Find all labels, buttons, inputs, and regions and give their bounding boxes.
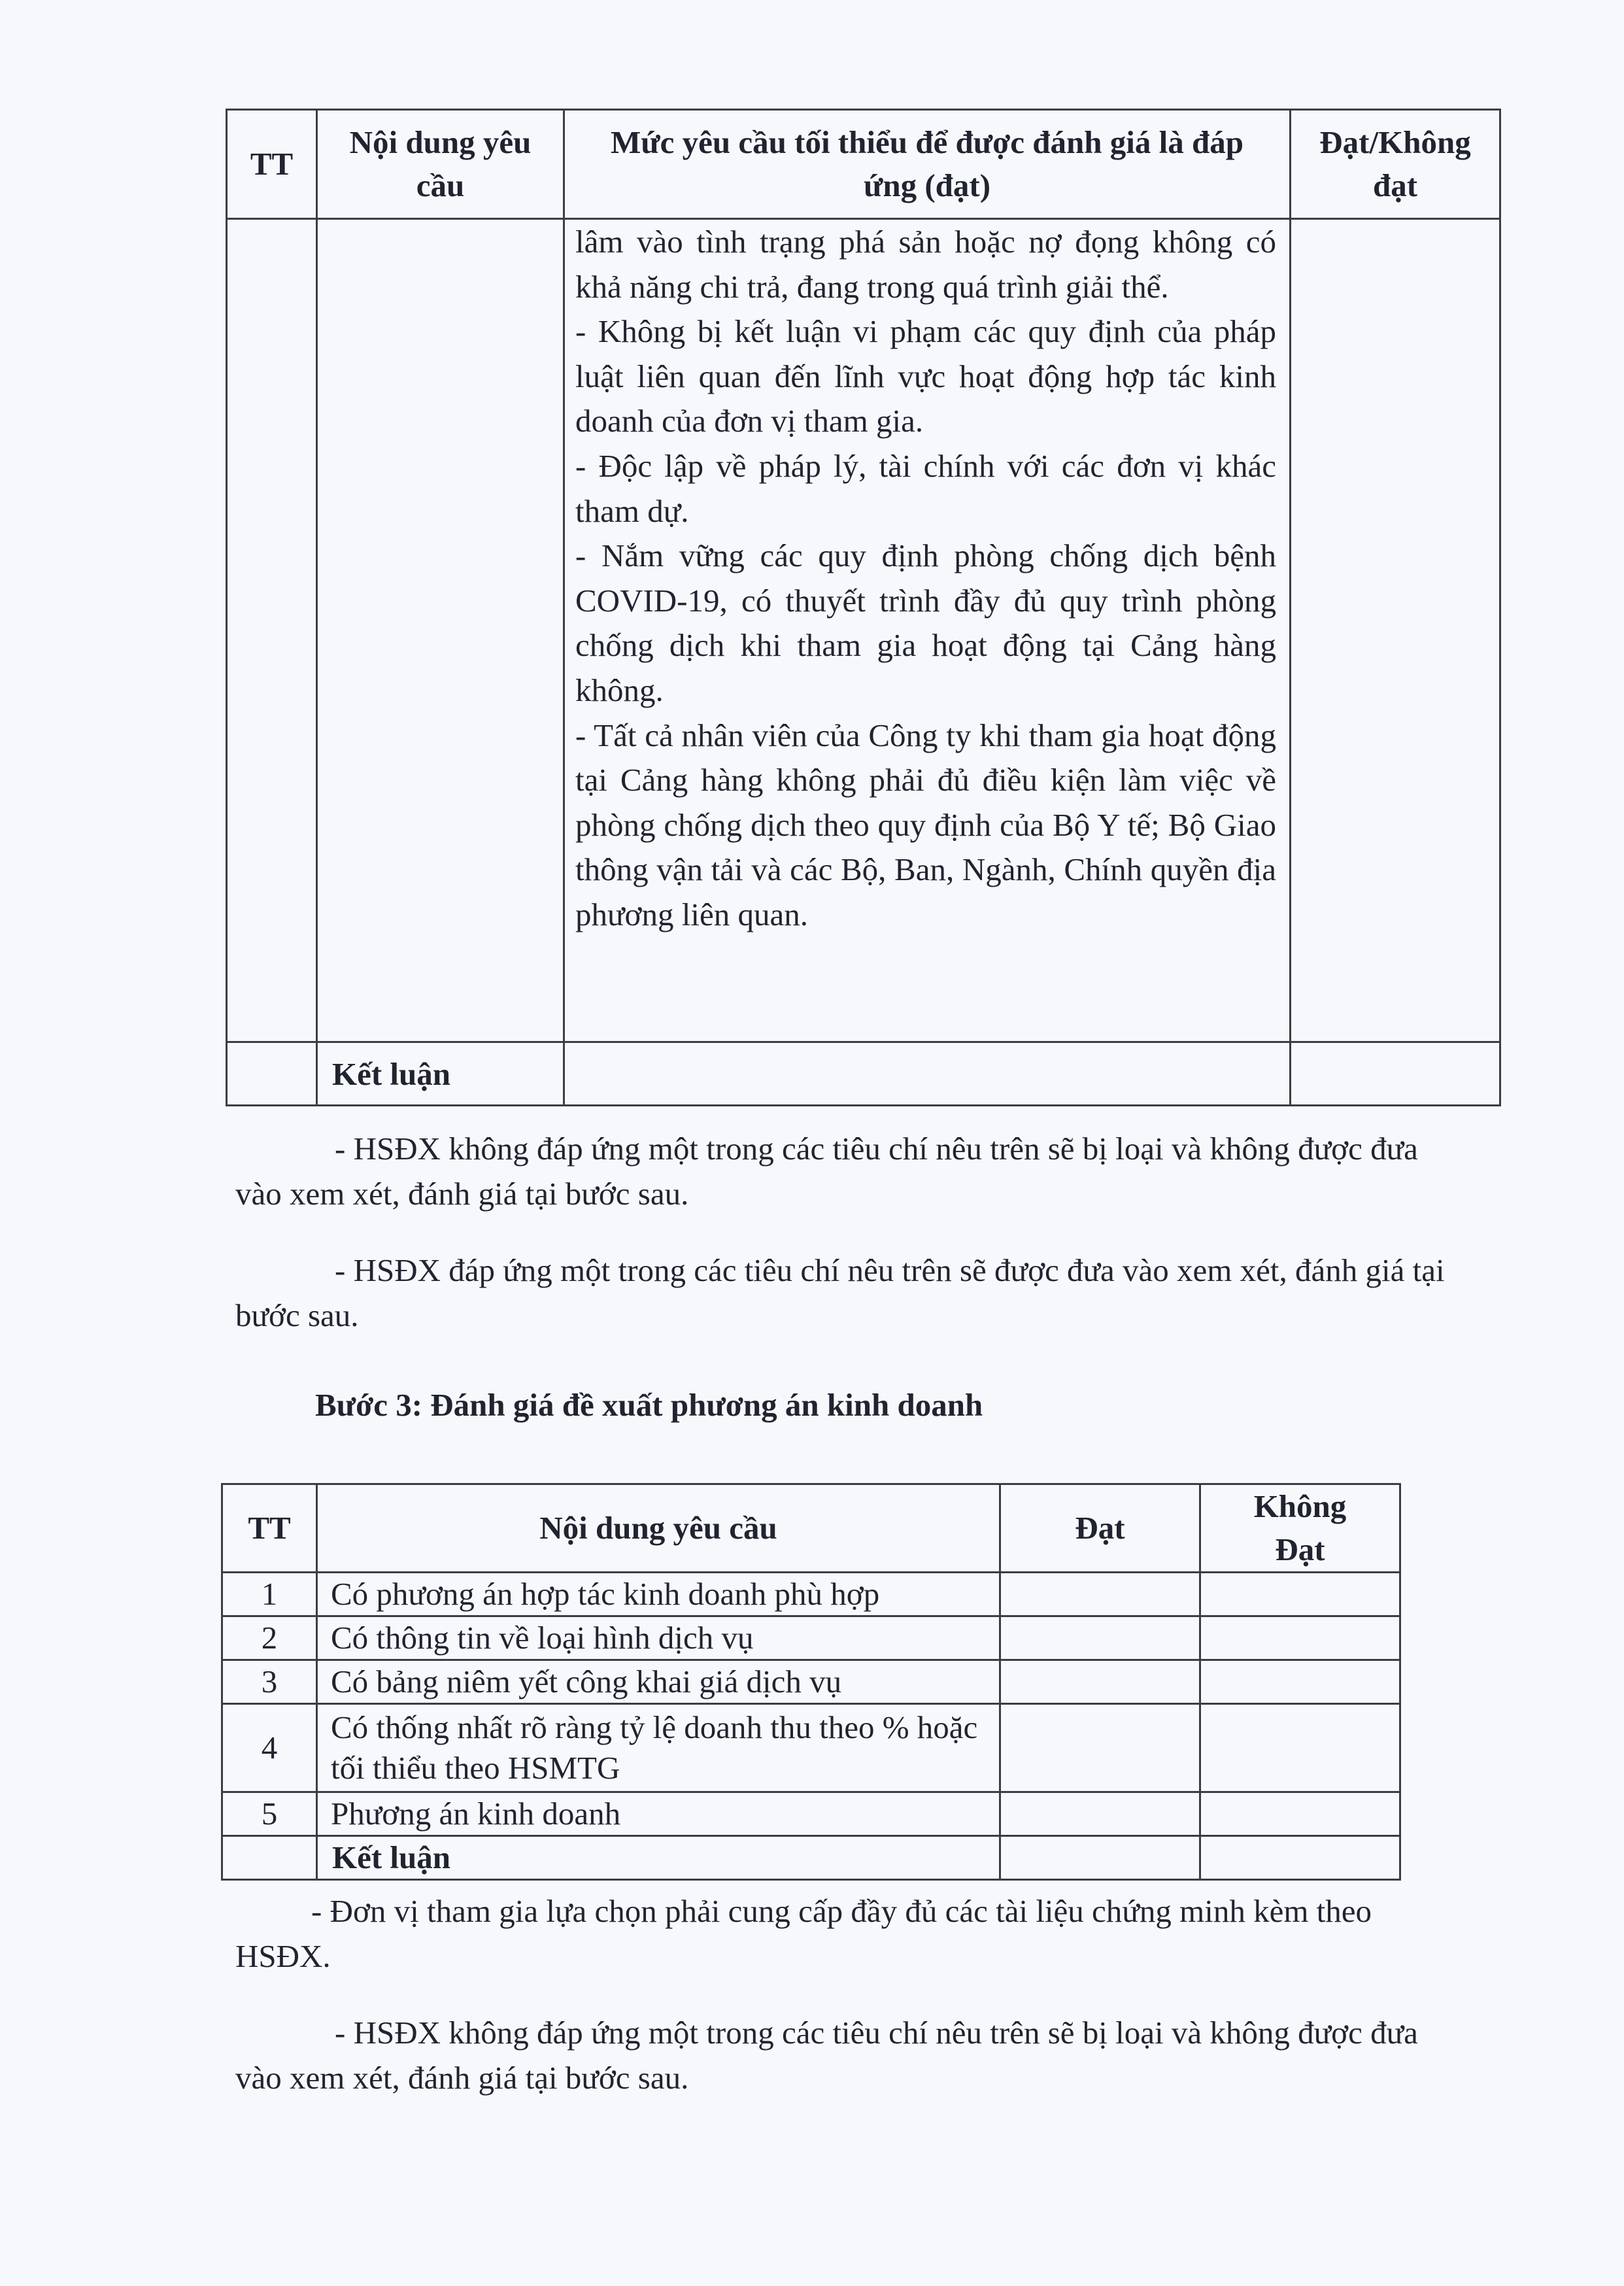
row-number: 3 bbox=[222, 1660, 317, 1704]
table-row bbox=[222, 1573, 1400, 1616]
row-number bbox=[222, 1836, 317, 1880]
requirement-paragraph: lâm vào tình trạng phá sản hoặc nợ đọng không có khả năng chi trả, đang trong quá trình giải thể. bbox=[575, 224, 1276, 305]
cell-result bbox=[1291, 219, 1500, 1042]
row-fail bbox=[1200, 1616, 1400, 1660]
cell-requirement bbox=[564, 1042, 1291, 1106]
row-fail bbox=[1200, 1573, 1400, 1616]
conclusion-row bbox=[227, 1042, 1500, 1106]
row-pass bbox=[1000, 1660, 1200, 1704]
requirement-paragraph: - Độc lập về pháp lý, tài chính với các đơn vị khác tham dự. bbox=[575, 447, 1276, 529]
row-number: 4 bbox=[222, 1704, 317, 1792]
row-content: Có thống nhất rõ ràng tỷ lệ doanh thu theo % hoặc tối thiểu theo HSMTG bbox=[317, 1704, 1000, 1792]
requirement-paragraph: - Tất cả nhân viên của Công ty khi tham gia hoạt động tại Cảng hàng không phải đủ điều kiện làm việc về phòng chống dịch theo quy định của Bộ Y tế; Bộ Giao thông vận tải và các Bộ, Ban, Ngành, Chính quyền địa phương liên quan. bbox=[575, 717, 1276, 932]
table-row bbox=[222, 1660, 1400, 1704]
row-pass bbox=[1000, 1792, 1200, 1836]
conclusion-label: Kết luận bbox=[317, 1042, 564, 1106]
table-row bbox=[222, 1792, 1400, 1836]
body-paragraph: - HSĐX không đáp ứng một trong các tiêu chí nêu trên sẽ bị loại và không được đưa vào xem xét, đánh giá tại bước sau. bbox=[235, 1131, 1418, 1212]
cell-content bbox=[317, 219, 564, 1042]
conclusion-row bbox=[222, 1836, 1400, 1880]
header-pass: Đạt bbox=[1000, 1484, 1200, 1573]
header-tt: TT bbox=[222, 1484, 317, 1573]
row-pass bbox=[1000, 1836, 1200, 1880]
row-pass bbox=[1000, 1573, 1200, 1616]
table-header-row bbox=[222, 1484, 1400, 1573]
header-requirement: Mức yêu cầu tối thiểu để được đánh giá là đáp ứng (đạt) bbox=[564, 110, 1291, 219]
business-plan-table bbox=[221, 1483, 1401, 1881]
requirement-paragraph: - Không bị kết luận vi phạm các quy định của pháp luật liên quan đến lĩnh vực hoạt động hợp tác kinh doanh của đơn vị tham gia. bbox=[575, 313, 1276, 439]
row-pass bbox=[1000, 1704, 1200, 1792]
row-pass bbox=[1000, 1616, 1200, 1660]
table-row bbox=[222, 1616, 1400, 1660]
row-fail bbox=[1200, 1660, 1400, 1704]
row-fail bbox=[1200, 1792, 1400, 1836]
table-header-row bbox=[227, 110, 1500, 219]
body-paragraph: - HSĐX không đáp ứng một trong các tiêu chí nêu trên sẽ bị loại và không được đưa vào xem xét, đánh giá tại bước sau. bbox=[235, 2015, 1418, 2096]
cell-result bbox=[1291, 1042, 1500, 1106]
body-paragraph: - HSĐX đáp ứng một trong các tiêu chí nêu trên sẽ được đưa vào xem xét, đánh giá tại bước sau. bbox=[235, 1252, 1445, 1333]
row-content: Có bảng niêm yết công khai giá dịch vụ bbox=[317, 1660, 1000, 1704]
requirement-paragraph: - Nắm vững các quy định phòng chống dịch bệnh COVID-19, có thuyết trình đầy đủ quy trình phòng chống dịch khi tham gia hoạt động tại Cảng hàng không. bbox=[575, 537, 1276, 708]
row-content: Có phương án hợp tác kinh doanh phù hợp bbox=[317, 1573, 1000, 1616]
table-row bbox=[227, 219, 1500, 1042]
cell-requirement bbox=[564, 219, 1291, 1042]
row-fail bbox=[1200, 1836, 1400, 1880]
row-content: Phương án kinh doanh bbox=[317, 1792, 1000, 1836]
header-content: Nội dung yêu cầu bbox=[317, 110, 564, 219]
cell-tt bbox=[227, 1042, 317, 1106]
body-paragraph: - Đơn vị tham gia lựa chọn phải cung cấp đầy đủ các tài liệu chứng minh kèm theo HSĐX. bbox=[235, 1893, 1372, 1974]
row-fail bbox=[1200, 1704, 1400, 1792]
header-fail: Không Đạt bbox=[1200, 1484, 1400, 1573]
header-result: Đạt/Không đạt bbox=[1291, 110, 1500, 219]
cell-tt bbox=[227, 219, 317, 1042]
row-number: 1 bbox=[222, 1573, 317, 1616]
row-number: 5 bbox=[222, 1792, 317, 1836]
eligibility-table bbox=[226, 109, 1501, 1106]
row-number: 2 bbox=[222, 1616, 317, 1660]
conclusion-label: Kết luận bbox=[317, 1836, 1000, 1880]
header-content: Nội dung yêu cầu bbox=[317, 1484, 1000, 1573]
step3-heading: Bước 3: Đánh giá đề xuất phương án kinh doanh bbox=[315, 1387, 983, 1423]
row-content: Có thông tin về loại hình dịch vụ bbox=[317, 1616, 1000, 1660]
table-row bbox=[222, 1704, 1400, 1792]
header-tt: TT bbox=[227, 110, 317, 219]
